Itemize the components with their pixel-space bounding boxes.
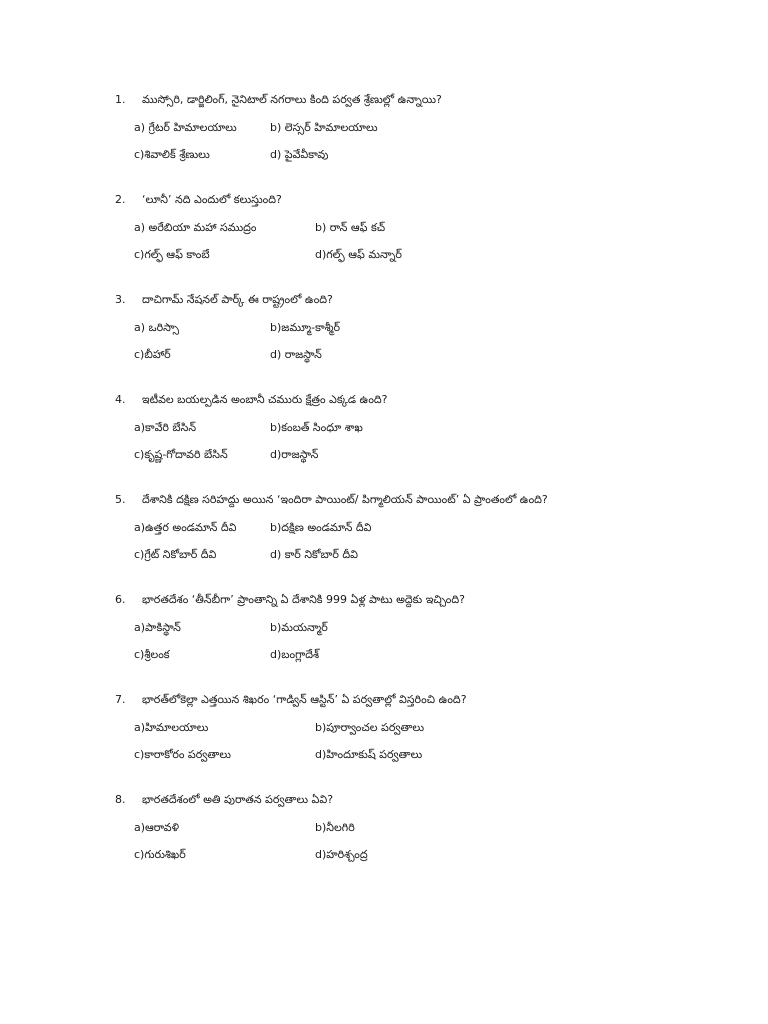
option-d: d) రాజస్థాన్: [270, 348, 322, 361]
option-a: a)పాకిస్థాన్: [134, 621, 181, 634]
option-c: c)గురుశిఖర్: [134, 848, 186, 861]
option-b: b) లెస్సర్ హిమాలయాలు: [270, 121, 378, 134]
option-a: a)హిమాలయాలు: [134, 721, 209, 734]
option-b: b)మయన్మార్: [270, 621, 328, 634]
option-c: c)శ్రీలంక: [134, 648, 170, 661]
option-d: d)గల్ఫ్ ఆఫ్ మన్నార్: [315, 248, 402, 261]
option-a: a)ఉత్తర అండమాన్ దీవి: [134, 521, 237, 534]
option-c: c)కారాకోరం పర్వతాలు: [134, 748, 231, 761]
question-text: ఇటీవల బయల్పడిన అంబానీ చమురు క్షేత్రం ఎక్కడ ఉంది?: [142, 393, 388, 406]
option-d: d)హరిశ్చంద్ర: [315, 848, 368, 861]
option-c: c)బీహార్: [134, 348, 171, 361]
option-a: a) అరేబియా మహా సముద్రం: [134, 221, 257, 234]
option-d: d) పైవేవీకావు: [270, 148, 329, 161]
question-number: 4.: [115, 393, 126, 406]
question-number: 3.: [115, 293, 126, 306]
option-c: c)గల్ఫ్ ఆఫ్ కాంబే: [134, 248, 210, 261]
option-c: c)కృష్ణ-గోదావరి బేసిన్: [134, 448, 228, 461]
option-d: d) కార్ నికోబార్ దీవి: [270, 548, 358, 561]
option-a: a)ఆరావళి: [134, 821, 180, 834]
question-text: భారత్‌లోకెల్లా ఎత్తయిన శిఖరం ‘గాడ్విన్ ఆస్టిన్’ ఏ పర్వతాల్లో విస్తరించి ఉంది?: [142, 693, 467, 706]
option-a: a) ఒరిస్సా: [134, 321, 180, 334]
question-number: 5.: [115, 493, 126, 506]
option-d: d)బంగ్లాదేశ్: [270, 648, 320, 661]
question-text: ‘లూనీ’ నది ఎందులో కలుస్తుంది?: [142, 193, 282, 206]
question-text: దేశానికి దక్షిణ సరిహద్దు అయిన ‘ఇందిరా పాయింట్/ పిగ్మాలియన్ పాయింట్’ ఏ ప్రాంతంలో ఉంది?: [142, 493, 548, 506]
question-number: 7.: [115, 693, 126, 706]
option-b: b) రాన్ ఆఫ్ కచ్: [315, 221, 386, 234]
option-d: d)హిందూకుష్ పర్వతాలు: [315, 748, 423, 761]
option-a: a) గ్రేటర్ హిమాలయాలు: [134, 121, 237, 134]
option-c: c)గ్రేట్ నికోబార్ దీవి: [134, 548, 217, 561]
option-b: b)పూర్వాంచల పర్వతాలు: [315, 721, 425, 734]
question-text: దాచిగామ్ నేషనల్ పార్క్ ఈ రాష్ట్రంలో ఉంది?: [142, 293, 333, 306]
question-number: 2.: [115, 193, 126, 206]
option-b: b)కంబత్ సింధూ శాఖ: [270, 421, 363, 434]
question-number: 8.: [115, 793, 126, 806]
option-b: b)జమ్మూ-కాశ్మీర్: [270, 321, 341, 334]
option-d: d)రాజస్థాన్: [270, 448, 319, 461]
option-a: a)కావేరి బేసిన్: [134, 421, 197, 434]
question-number: 1.: [115, 93, 126, 106]
option-b: b)దక్షిణ అండమాన్ దీవి: [270, 521, 372, 534]
question-text: భారతదేశంలో అతి పురాతన పర్వతాలు ఏవి?: [142, 793, 334, 806]
question-text: ముస్సోరి, డార్జిలింగ్, నైనిటాల్ నగరాలు కింది పర్వత శ్రేణుల్లో ఉన్నాయి?: [142, 93, 442, 106]
option-b: b)నీలగిరి: [315, 821, 355, 834]
option-c: c)శివాలిక్ శ్రేణులు: [134, 148, 210, 161]
question-text: భారతదేశం ‘తీన్‌బీగా’ ప్రాంతాన్ని ఏ దేశానికి 999 ఏళ్ల పాటు అద్దెకు ఇచ్చింది?: [142, 593, 465, 606]
question-number: 6.: [115, 593, 126, 606]
